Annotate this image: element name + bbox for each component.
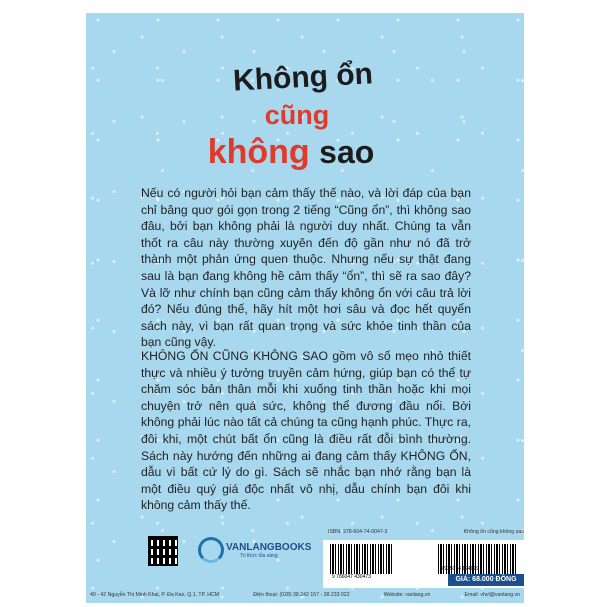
title-line-1: Không ổn xyxy=(232,57,374,98)
publisher-contact-line xyxy=(90,592,520,598)
price-label: GIÁ: 68.000 ĐỒNG xyxy=(448,574,524,586)
isbn-line xyxy=(328,529,524,535)
blurb-paragraph-2: KHÔNG ỔN CŨNG KHÔNG SAO gồm vô số mẹo nhỏ thiết thực và nhiều ý tưởng truyền cảm hứng, giúp bạn có thể tự chăm sóc bản thân mỗi khi xuống tinh thần hoặc khi mọi chuyện trở nên quá sức, không thể đương đầu nổi. Bởi không phải lúc nào tất cả chúng ta cũng hạnh phúc. Thực ra, đôi khi, một chút bất ổn cũng là điều rất đỗi bình thường. Sách này hướng đến những ai đang cảm thấy KHÔNG ỔN, dẫu vì bất cứ lý do gì. Sách sẽ nhắc bạn nhớ rằng bạn là một điều quý giá độc nhất vô nhị, dẫu chính bạn đôi khi không cảm thấy thế. xyxy=(141,349,471,513)
title-line-2: cũng xyxy=(264,100,330,130)
publisher-email: Email: vhvl@vanlang.vn xyxy=(464,592,520,598)
title-word-sao: sao xyxy=(319,134,375,170)
publisher-tagline: Tri thức tỏa sáng xyxy=(240,552,278,559)
publisher-address: 40 - 42 Nguyễn Thị Minh Khai, P. Đa Kao, Q.1, TP. HCM xyxy=(90,592,220,598)
publisher-phone: Điện thoại: (028) 38.242 157 - 38.233 022 xyxy=(253,592,350,598)
isbn-book-name: Không ổn cũng không sao xyxy=(463,529,524,535)
title-word-khong: không xyxy=(207,133,310,171)
publisher-name: VANLANGBOOKS xyxy=(226,541,312,553)
barcode-isbn xyxy=(330,544,392,574)
qr-code-icon xyxy=(148,536,178,566)
isbn-text: ISBN: 978-604-74-0047-3 xyxy=(328,529,388,535)
publisher-logo-icon xyxy=(198,537,224,563)
barcode-ean-number: 8 935074 124999 xyxy=(440,566,479,572)
barcode-isbn-number: 9 786047 430473 xyxy=(332,574,371,580)
publisher-website: Website: vanlang.vn xyxy=(383,592,431,598)
title-line-3 xyxy=(86,133,510,172)
blurb-paragraph-1: Nếu có người hỏi bạn cảm thấy thế nào, và lời đáp của bạn chỉ bâng quơ gói gọn trong 2 tiếng “Cũng ổn”, thì không sao đâu, bởi bạn không phải là người duy nhất. Chúng ta vẫn thốt ra câu này thường xuyên đến độ gần như nó đã trở thành một phản ứng quen thuộc. Nhưng nếu sự thật đang sau là bạn đang không hề cảm thấy “ổn”, thì sẽ ra sao đây? Và lỡ như chính bạn cũng cảm thấy không ổn với câu trả lời đó? Nếu đúng thế, hãy hít một hơi sâu và đọc hết quyển sách này, vì bạn rất quan trọng và sức khỏe tinh thần của bạn cũng vậy. xyxy=(141,186,471,350)
book-back-cover xyxy=(86,13,524,603)
publisher-logo xyxy=(198,535,311,565)
